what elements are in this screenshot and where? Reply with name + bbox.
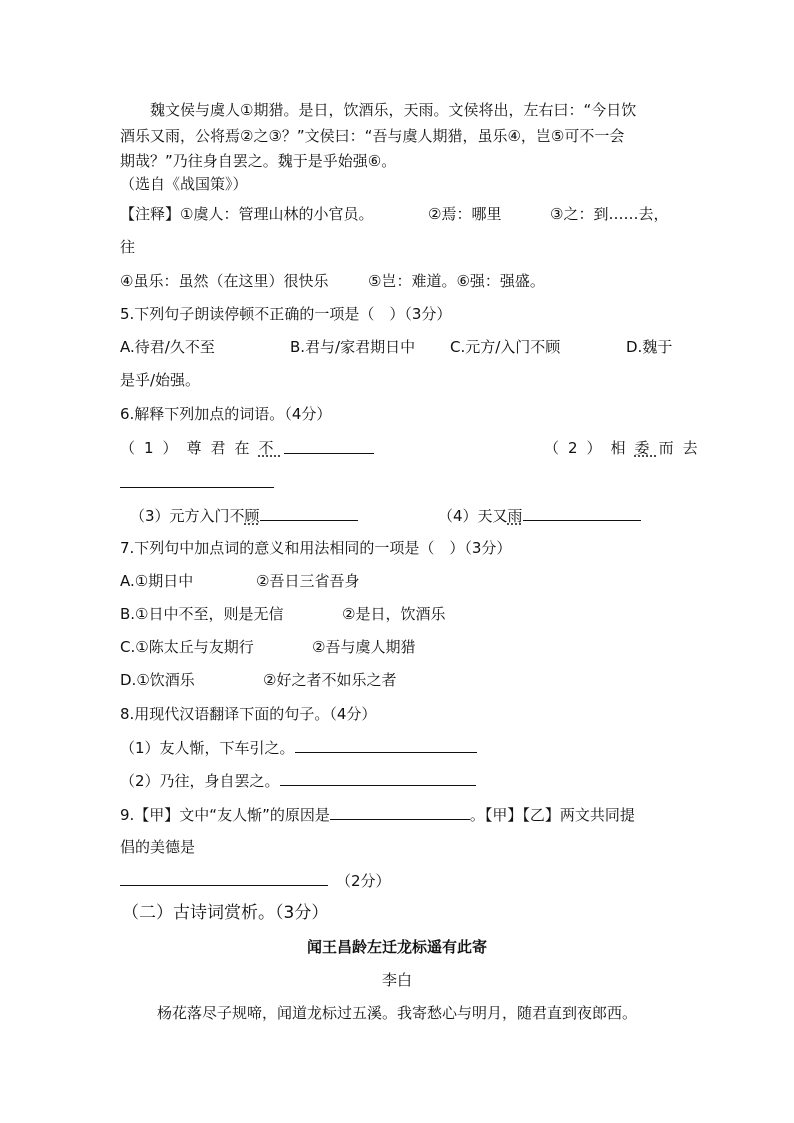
q6-answer-4-blank[interactable]: [523, 505, 641, 521]
q6-item-3-word: 顾: [244, 507, 260, 525]
passage-line-1: 魏文侯与虞人①期猎。是日，饮酒乐，天雨。文侯将出，左右曰：“今日饮: [150, 101, 637, 119]
q8-sentence-1-text: （1）友人惭，下车引之。: [120, 739, 295, 757]
passage-source: （选自《战国策》）: [120, 175, 248, 193]
q6-item-2: [544, 438, 707, 458]
q8-stem: 8.用现代汉语翻译下面的句子。（4分）: [120, 705, 377, 723]
q5-option-b: B.君与/家君期日中: [290, 338, 416, 356]
q9-line-2: 倡的美德是: [120, 838, 196, 856]
q9-score: （2分）: [336, 872, 391, 890]
q6-item-4: [438, 505, 641, 526]
q7-stem: 7.下列句中加点词的意义和用法相同的一项是（ ）（3分）: [120, 539, 512, 557]
poem-author: 李白: [381, 971, 412, 989]
q5-option-d-cont: 是乎/始强。: [120, 371, 201, 389]
q7-option-b-2: ②是日，饮酒乐: [342, 605, 446, 623]
q6-item-4-prefix: （4）天又: [438, 507, 508, 525]
q6-item-1-word: 不: [258, 439, 283, 457]
section-2-heading: （二）古诗词赏析。（3分）: [122, 903, 329, 923]
q5-stem: 5.下列句子朗读停顿不正确的一项是（ ）（3分）: [120, 305, 452, 323]
q7-option-a-2: ②吾日三省吾身: [256, 572, 360, 590]
passage-line-2: 酒乐又雨，公将焉②之③？”文侯曰：“吾与虞人期猎，虽乐④，岂⑤可不一会: [120, 127, 625, 145]
q7-option-a-1: A.①期日中: [120, 572, 194, 590]
q9-part-1: 9.【甲】文中“友人惭”的原因是: [120, 806, 330, 824]
q6-item-2-prefix: （2）相: [544, 439, 635, 457]
poem-title: 闻王昌龄左迁龙标遥有此寄: [306, 938, 487, 956]
q8-sentence-1: [120, 737, 477, 758]
q6-item-1-text: （1）尊君在: [120, 439, 259, 457]
q9-answer-2-blank[interactable]: [120, 870, 328, 886]
q5-option-a: A.待君/久不至: [120, 338, 215, 356]
q5-option-d: D.魏于: [626, 338, 673, 356]
q7-option-b-1: B.①日中不至，则是无信: [120, 605, 284, 623]
q6-item-3: [130, 505, 358, 526]
q9-line-1: [120, 804, 635, 825]
note-3-cont: 往: [120, 238, 136, 256]
q5-option-c: C.元方/入门不顾: [450, 338, 561, 356]
q6-item-2-word: 委: [634, 439, 659, 457]
q6-answer-3-blank[interactable]: [260, 505, 358, 521]
note-3: ③之：到……去，: [550, 205, 669, 223]
q6-answer-1-blank[interactable]: [284, 438, 374, 454]
q8-answer-2-blank[interactable]: [280, 770, 476, 786]
q8-sentence-2: [120, 770, 476, 791]
q9-part-2: 。【甲】【乙】两文共同提: [469, 806, 635, 824]
q9-answer-1-blank[interactable]: [330, 804, 470, 820]
passage-line-3: 期哉？”乃往身自罢之。魏于是乎始强⑥。: [120, 152, 397, 170]
q6-item-2-suffix: 而去: [658, 439, 707, 457]
q6-item-4-word: 雨: [507, 507, 523, 525]
note-2: ②焉：哪里: [428, 205, 502, 223]
note-4: ④虽乐：虽然（在这里）很快乐: [120, 272, 329, 290]
q8-answer-1-blank[interactable]: [295, 737, 477, 753]
q7-option-d-2: ②好之者不如乐之者: [263, 671, 397, 689]
q9-line-3: [120, 870, 391, 891]
q7-option-d-1: D.①饮酒乐: [120, 671, 195, 689]
q6-answer-2-blank[interactable]: [120, 472, 274, 488]
q7-option-c-2: ②吾与虞人期猎: [312, 638, 416, 656]
note-1: 【注释】①虞人：管理山林的小官员。: [120, 205, 374, 223]
poem-text: 杨花落尽子规啼，闻道龙标过五溪。我寄愁心与明月，随君直到夜郎西。: [156, 1004, 637, 1022]
q6-item-3-prefix: （3）元方入门不: [130, 507, 245, 525]
q6-item-1: [120, 438, 283, 458]
q6-stem: 6.解释下列加点的词语。（4分）: [120, 405, 332, 423]
q8-sentence-2-text: （2）乃往，身自罢之。: [120, 772, 280, 790]
q7-option-c-1: C.①陈太丘与友期行: [120, 638, 254, 656]
note-5-6: ⑤岂：难道。⑥强：强盛。: [368, 272, 545, 290]
